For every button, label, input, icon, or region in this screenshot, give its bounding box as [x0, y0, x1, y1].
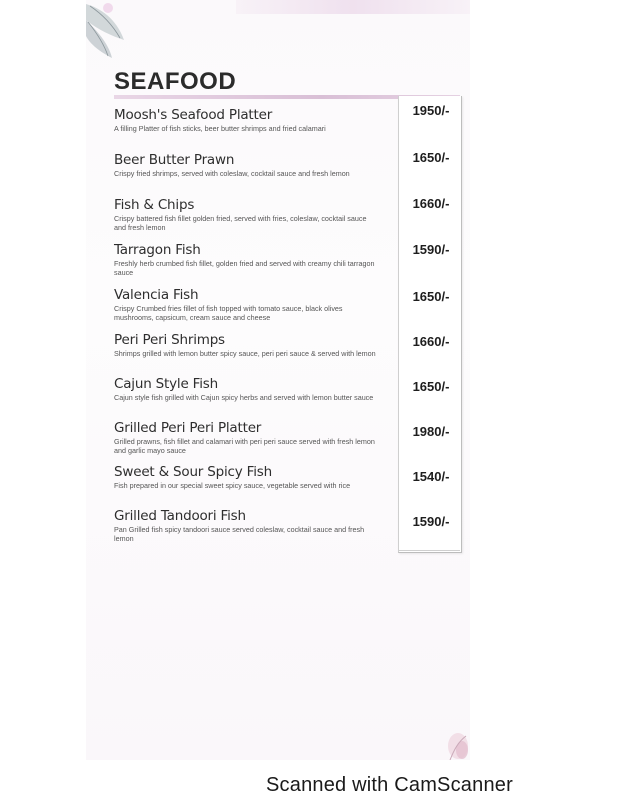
menu-item-price: 1950/- [412, 103, 450, 118]
flower-decoration-icon [436, 722, 470, 760]
menu-item-name: Peri Peri Shrimps [114, 332, 225, 348]
menu-item-name: Sweet & Sour Spicy Fish [114, 464, 272, 480]
menu-item-name: Beer Butter Prawn [114, 152, 235, 168]
menu-item-name: Moosh's Seafood Platter [114, 107, 273, 123]
menu-item [114, 287, 376, 322]
menu-page [86, 0, 470, 760]
menu-item-name: Fish & Chips [114, 197, 195, 213]
menu-item [114, 464, 376, 491]
menu-item-price: 1980/- [412, 424, 450, 439]
menu-item-price: 1650/- [412, 150, 450, 165]
menu-item-name: Grilled Peri Peri Platter [114, 420, 262, 436]
menu-item-name: Cajun Style Fish [114, 376, 218, 392]
menu-item [114, 376, 376, 403]
menu-item [114, 332, 376, 359]
section-title: SEAFOOD [114, 68, 237, 95]
menu-item [114, 107, 376, 134]
menu-item-description: Grilled prawns, fish fillet and calamari with peri peri sauce served with fresh lemon and garlic mayo sauce [114, 437, 375, 455]
menu-item-price: 1650/- [412, 289, 450, 304]
decorative-band [236, 0, 470, 14]
menu-item-price: 1660/- [412, 334, 450, 349]
menu-item-price: 1540/- [412, 469, 450, 484]
menu-item-price: 1660/- [412, 196, 450, 211]
menu-item-description: Crispy battered fish fillet golden fried, served with fries, coleslaw, cocktail sauce and fresh lemon [114, 214, 367, 232]
menu-item-description: Crispy fried shrimps, served with coleslaw, cocktail sauce and fresh lemon [114, 169, 350, 178]
scanner-watermark: Scanned with CamScanner [266, 774, 513, 796]
menu-item-name: Tarragon Fish [114, 242, 201, 258]
menu-item-price: 1590/- [412, 514, 450, 529]
menu-item-description: Fish prepared in our special sweet spicy sauce, vegetable served with rice [114, 481, 351, 490]
menu-item-description: Shrimps grilled with lemon butter spicy sauce, peri peri sauce & served with lemon [114, 349, 376, 358]
menu-item-name: Grilled Tandoori Fish [114, 508, 246, 524]
menu-item [114, 242, 376, 277]
menu-item-description: A filling Platter of fish sticks, beer butter shrimps and fried calamari [114, 124, 326, 133]
price-column-footer-line [398, 546, 460, 551]
menu-item-price: 1650/- [412, 379, 450, 394]
menu-item-description: Freshly herb crumbed fish fillet, golden fried and served with creamy chili tarragon sauce [114, 259, 375, 277]
menu-item-name: Valencia Fish [114, 287, 199, 303]
menu-item-price: 1590/- [412, 242, 450, 257]
menu-item [114, 508, 376, 543]
menu-item-description: Cajun style fish grilled with Cajun spicy herbs and served with lemon butter sauce [114, 393, 374, 402]
menu-item-description: Crispy Crumbed fries fillet of fish topped with tomato sauce, black olives mushrooms, capsicum, cream sauce and cheese [114, 304, 343, 322]
menu-item [114, 152, 376, 179]
leaf-decoration-icon [86, 0, 128, 60]
menu-item-description: Pan Grilled fish spicy tandoori sauce served coleslaw, cocktail sauce and fresh lemon [114, 525, 365, 543]
menu-item [114, 420, 376, 455]
menu-item [114, 197, 376, 232]
